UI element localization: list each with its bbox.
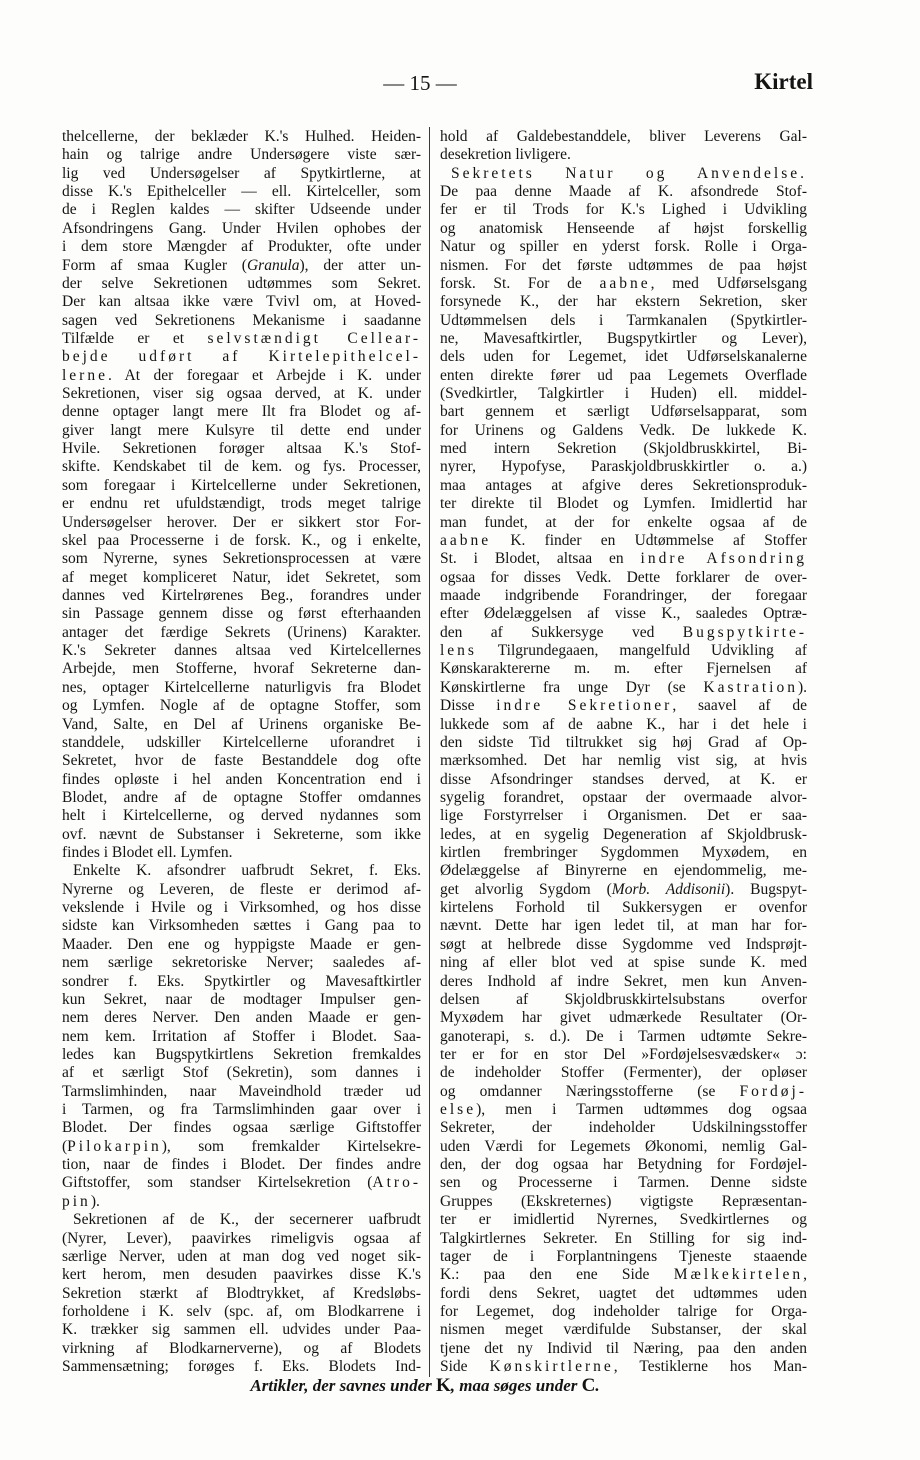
running-headword: Kirtel [754, 69, 813, 94]
text-line [62, 1138, 421, 1156]
text-run: forsk. St. For de [440, 274, 600, 292]
text-line: sen og Processerne i Tarmen. Denne sidste [440, 1174, 807, 1192]
text-line: man fundet, at der for enkelte ogsaa af de [440, 513, 807, 531]
text-line: skel paa Processerne i de forsk. K., og i enkelte, [62, 531, 421, 549]
text-line [440, 697, 807, 715]
text-run: , [803, 1266, 807, 1284]
text-line: sin Passage gennem disse og først efterhaanden [62, 605, 421, 623]
text-line [440, 624, 807, 642]
text-line: Sekreter, der indeholder Udskilningsstoffer [440, 1119, 807, 1137]
paragraph [440, 128, 807, 165]
text-line: Myxødem har givet udmærkede Resultater (Or- [440, 1009, 807, 1027]
text-line: thelcellerne, der beklæder K.'s Hulhed. Heiden- [62, 128, 421, 145]
text-line: de indeholder Stoffer (Fermenter), der opløser [440, 1064, 807, 1082]
text-line: giver langt mere Kulsyre til dette end under [62, 421, 421, 439]
text-run: Tilfælde er et [62, 329, 208, 347]
text-line: Hvile. Sekretionen forøger altsaa K.'s Stof- [62, 440, 421, 458]
text-line: for Urinens og Galdens Vedk. De lukkede K. [440, 421, 807, 439]
text-line: ning af eller blot ved at spise sunde K. med [440, 954, 807, 972]
spaced-emphasis-text: aabne [599, 274, 651, 292]
text-line: Sekretionen af de K., der secernerer uafbrudt [73, 1211, 421, 1229]
text-line: Der kan altsaa ikke være Tvivl om, at Hoved- [62, 293, 421, 311]
text-line: nem særlige sekretoriske Nerver; saaledes af- [62, 954, 421, 972]
text-line: Sammensætning; forøges f. Eks. Blodets Ind- [62, 1358, 421, 1376]
text-line: Kønskaraktererne m. m. efter Fjernelsen af [440, 660, 807, 678]
text-line: nævnt. Dette har igen ledet til, at man har for- [440, 917, 807, 935]
text-line: ne, Mavesaftkirtler, Bugspytkirtler og Lever), [440, 329, 807, 347]
text-line [440, 1266, 807, 1284]
text-line: af meget kompliceret Natur, idet Sekretet, som [62, 568, 421, 586]
text-run: Giftstoffer, som standser Kirtelsekretion ( [62, 1174, 373, 1192]
text-line: Nyrerne og Leveren, de fleste er derimod af- [62, 880, 421, 898]
text-line [62, 330, 421, 348]
text-line: Sekretion stærkt af Blodtrykket, af Kredsløbs- [62, 1284, 421, 1302]
text-run: ). Bugspyt- [725, 880, 807, 898]
text-line: ovf. nævnt de Substanser i Sekreterne, som ikke [62, 825, 421, 843]
text-line: deres Indhold af indre Sekret, men kun Anven- [440, 972, 807, 990]
text-line: den, der dog ogsaa har Betydning for Fordøjel- [440, 1156, 807, 1174]
text-line: og Lymfen. Nogle af de optagne Stoffer, som [62, 697, 421, 715]
text-run: ), som fremkalder Kirtelsekre- [161, 1137, 421, 1155]
italic-text: Granula [246, 256, 300, 274]
spaced-emphasis-text: aabne [440, 531, 492, 549]
text-line: Afsondringens Gang. Under Hvilen ophobes der [62, 219, 421, 237]
bold-letter: K [436, 1375, 451, 1396]
text-line: ledes kan Bugspytkirtlens Sekretion fremkaldes [62, 1045, 421, 1063]
spaced-emphasis-text: Atro- [372, 1174, 421, 1192]
text-line: tager de i Forplantningens Tjeneste staaende [440, 1247, 807, 1265]
text-run: , maa søges under [450, 1376, 582, 1395]
text-line: ter er imidlertid Nyrernes, Svedkirtlernes og [440, 1211, 807, 1229]
text-line: vekslende i Hvile og i Virksomhed, og hos disse [62, 899, 421, 917]
text-line: Enkelte K. afsondrer uafbrudt Sekret, f. Eks. [73, 862, 421, 880]
spaced-emphasis-text: indre Sekretioner [496, 697, 673, 715]
text-line: helt i Kirtelcellerne, og derved nydannes som [62, 807, 421, 825]
text-line [440, 165, 807, 183]
text-run: Tilgrundegaaen, mangelfuld Udvikling af [476, 642, 807, 660]
text-line: sygelig forandret, opstaar der overmaade alvor- [440, 788, 807, 806]
text-line [440, 1083, 807, 1101]
text-line: de i Reglen kaldes — skifter Udseende under [62, 201, 421, 219]
text-line: for Legemet, dog indeholder talrige for Orga- [440, 1303, 807, 1320]
text-line: er endnu ret ufuldstændigt, trods meget talrige [62, 495, 421, 513]
text-line: findes i Blodet ell. Lymfen. [62, 844, 233, 862]
italic-text: Morb. Addisonii [611, 880, 726, 898]
text-line: nismen. For det første udtømmes de paa højst [440, 256, 807, 274]
text-line: nismen meget værdifulde Substanser, der skal [440, 1321, 807, 1339]
text-line: uden Værdi for Legemets Økonomi, nemlig Gal- [440, 1137, 807, 1155]
paragraph [62, 128, 421, 862]
text-run: , Testiklerne hos Man- [613, 1358, 807, 1376]
column-divider [429, 127, 430, 1377]
spaced-emphasis-text: lerne [62, 366, 108, 384]
page-number: — 15 — [383, 71, 457, 95]
text-line: lukkede som af de aabne K., har i det hele i [440, 715, 807, 733]
text-line: maade indgribende Forandringer, der foregaar [440, 586, 807, 604]
text-run: og omdanner Næringsstofferne (se [440, 1082, 740, 1100]
text-run: ), men i Tarmen udtømmes dog ogsaa [476, 1101, 807, 1119]
text-line: virkning af Blodkarnerverne), og af Blodets [62, 1339, 421, 1357]
text-run: Form af smaa Kugler ( [62, 256, 247, 274]
footer-note [120, 1374, 730, 1398]
text-line: sagen ved Sekretionens Mekanisme i saadanne [62, 311, 421, 329]
text-line: af et særligt Stof (Sekretin), som dannes i [62, 1064, 421, 1082]
text-line: disse Afsondringer standses derved, at K. er [440, 770, 807, 788]
text-line: søgt at helbrede disse Sygdomme ved Indsprøjt- [440, 935, 807, 953]
text-line: Gruppes (Ekskreternes) vigtigste Repræsentan- [440, 1192, 807, 1210]
text-line: nem kem. Irritation af Stoffer i Blodet. Saa- [62, 1027, 421, 1045]
text-line: og anatomisk Henseende af højst forskellig [440, 219, 807, 237]
text-line: nes, optager Kirtelcellerne naturligvis fra Blodet [62, 678, 421, 696]
text-line: findes opløste i hel anden Koncentration end i [62, 770, 421, 788]
text-line: antager det færdige Sekrets (Urinens) Karakter. [62, 623, 421, 641]
text-line [440, 532, 807, 550]
text-line: i dem store Mængder af Produkter, ofte under [62, 238, 421, 256]
text-line: ter er for en stor Del »Fordøjelsesvædsker« ɔ: [440, 1045, 807, 1063]
text-line: Maader. Den ene og hyppigste Maade er gen- [62, 935, 421, 953]
spaced-emphasis-text: Mælkekirtelen [673, 1266, 804, 1284]
paragraph [440, 165, 807, 1377]
spaced-emphasis-text: lens [440, 642, 477, 660]
text-run: , med Udførselsgang [650, 274, 807, 292]
text-line: skifte. Kendskabet til de kem. og fys. Processer, [62, 458, 421, 476]
text-run: Side [440, 1358, 490, 1376]
text-line [440, 642, 807, 660]
text-line: nyrer, Hypofyse, Paraskjoldbruskkirtler o. a.) [440, 458, 807, 476]
spaced-emphasis-text: Sekretets Natur og Anvendelse. [451, 164, 807, 182]
text-run: Disse [440, 697, 497, 715]
spaced-emphasis-text: pin [62, 1192, 91, 1210]
text-line [440, 881, 807, 899]
text-line: fordi dens Sekret, uagtet det udtømmes uden [440, 1284, 807, 1302]
paragraph [62, 862, 421, 1211]
text-line: De paa denne Maade af K. afsondrede Stof- [440, 183, 807, 201]
spaced-emphasis-text: bejde udført af Kirtelepithelcel- [62, 348, 421, 366]
text-line: Blodet, andre af de optagne Stoffer omdannes [62, 788, 421, 806]
left-column [62, 128, 421, 1376]
text-line: efter Ødelæggelsen af visse K., saaledes Optræ- [440, 605, 807, 623]
text-run: . [595, 1376, 600, 1395]
text-line: kirtlen frembringer Sygdommen Myxødem, en [440, 844, 807, 862]
text-line: K. trækker sig sammen ell. udvides under Paa- [62, 1321, 421, 1339]
text-run: St. i Blodet, altsaa en [440, 550, 641, 568]
text-line: dels uden for Legemet, idet Udførselskanalerne [440, 348, 807, 366]
text-line: K.'s Sekreter dannes altsaa ved Kirtelcellernes [62, 642, 421, 660]
text-line: særlige Nerver, uden at man dog ved noget sik- [62, 1247, 421, 1265]
text-line [62, 257, 421, 275]
text-line: i Tarmen, og fra Tarmslimhinden gaar over i [62, 1101, 421, 1119]
text-line [440, 679, 807, 697]
text-line: Sekretet, hvor de faste Bestanddele dog ofte [62, 752, 421, 770]
text-line: som foregaar i Kirtelcellerne under Sekretionen, [62, 476, 421, 494]
text-run: K.: paa den ene Side [440, 1266, 674, 1284]
text-line: standdele, udskiller Kirtelcellerne uforandret i [62, 733, 421, 751]
text-line: nem deres Nerver. Den anden Maade er gen- [62, 1009, 421, 1027]
text-line: Talgkirtlernes Sekreter. En Stilling for sig ind- [440, 1229, 807, 1247]
text-line: Sekretionen, viser sig ogsaa derved, at K. under [62, 385, 421, 403]
text-line: forholdene i K. selv (spc. af, om Blodkarrene i [62, 1303, 421, 1320]
text-line: Udtømmelsen dels i Tarmkanalen (Spytkirtler- [440, 311, 807, 329]
bold-letter: C [581, 1375, 596, 1396]
text-line: hain og talrige andre Undersøgere viste sær- [62, 146, 421, 164]
spaced-emphasis-text: Kønskirtlerne [489, 1358, 614, 1376]
text-line: Arbejde, men Stofferne, hvoraf Sekreterne dan- [62, 660, 421, 678]
text-line: kun Sekret, naar de modtager Impulser gen- [62, 990, 421, 1008]
text-line: kirtelens Forhold til Sukkersygen er ovenfor [440, 899, 807, 917]
text-line [440, 275, 807, 293]
spaced-emphasis-text: indre Afsondring [640, 550, 807, 568]
text-line: Vand, Salte, en Del af Urinens organiske Be- [62, 715, 421, 733]
text-line [440, 1101, 807, 1119]
text-line: (Nyrer, Lever), paavirkes rimeligvis ogsaa af [62, 1229, 421, 1247]
text-run: ), der atter un- [299, 256, 421, 274]
right-column [440, 128, 807, 1376]
text-run: . At der foregaar et Arbejde i K. under [107, 366, 421, 384]
text-run: Artikler, der savnes under [250, 1376, 436, 1395]
spaced-emphasis-text: Kastration [703, 678, 798, 696]
spaced-emphasis-text: else [440, 1101, 477, 1119]
text-line: bart gennem et særligt Udførselsapparat, som [440, 403, 807, 421]
text-line: forsynede K., der har ekstern Sekretion, sker [440, 293, 807, 311]
text-line: ter direkte til Blodet og Lymfen. Imidlertid har [440, 495, 807, 513]
text-line: hold af Galdebestanddele, bliver Leverens Gal- [440, 128, 807, 145]
text-line: maa antages at afgive deres Sekretionsproduk- [440, 476, 807, 494]
text-line: sondrer f. Eks. Spytkirtler og Mavesaftkirtler [62, 972, 421, 990]
spaced-emphasis-text: Fordøj- [739, 1082, 807, 1100]
text-line: mærksomhed. Det har nemlig vist sig, at hvis [440, 752, 807, 770]
text-line: ogsaa for disses Vedk. Dette forklarer de over- [440, 568, 807, 586]
text-line: delsen af Skjoldbruskkirtelsubstans overfor [440, 990, 807, 1008]
text-line: den sidste Tid tiltrukket sig høj Grad af Op- [440, 733, 807, 751]
spaced-emphasis-text: selvstændigt Cellear- [207, 329, 421, 347]
text-line: (Svedkirtler, Talgkirtler i Huden) ell. middel- [440, 385, 807, 403]
text-line: Tarmslimhinden, naar Maveindhold træder ud [62, 1082, 421, 1100]
text-line: lig ved Undersøgelser af Spytkirtlerne, at [62, 164, 421, 182]
text-line: lige Forstyrrelser i Organismen. Det er saa- [440, 807, 807, 825]
text-run: , saavel af de [672, 697, 807, 715]
text-run: K. finder en Udtømmelse af Stoffer [491, 531, 807, 549]
text-run: ( [62, 1137, 68, 1155]
text-line: tjene det ny Individ til Næring, paa den anden [440, 1339, 807, 1357]
text-run: Kønskirtlerne fra unge Dyr (se [440, 678, 704, 696]
text-line: Undersøgelser herover. Der er sikkert stor For- [62, 513, 421, 531]
text-line: Blodet. Der findes ogsaa særlige Giftstoffer [62, 1119, 421, 1137]
text-line: denne optager langt mere Ilt fra Blodet og af- [62, 403, 421, 421]
text-run: get alvorlig Sygdom ( [440, 880, 612, 898]
text-run: ). [90, 1192, 100, 1210]
text-line: der selve Sekretionen udtømmes som Sekret. [62, 274, 421, 292]
text-line: dannes ved Kirtelrørenes Beg., forandres under [62, 586, 421, 604]
text-line [62, 348, 421, 366]
text-line: ledes, at en sygelig Degeneration af Skjoldbrusk- [440, 825, 807, 843]
text-line [62, 1193, 421, 1211]
text-line [62, 367, 421, 385]
paragraph [62, 1211, 421, 1376]
text-line: Natur og spiller en yderst forsk. Rolle i Orga- [440, 238, 807, 256]
text-line: tion, naar de findes i Blodet. Der findes andre [62, 1156, 421, 1174]
text-line: enten direkte fører ud paa Legemets Overflade [440, 366, 807, 384]
text-line: kert herom, men desuden paavirkes disse K.'s [62, 1266, 421, 1284]
text-line: disse K.'s Epithelceller — ell. Kirtelceller, som [62, 183, 421, 201]
text-line: Ødelæggelse af Binyrerne en ejendommelig, me- [440, 862, 807, 880]
text-line: fer er til Trods for K.'s Lighed i Udvikling [440, 201, 807, 219]
text-line: som Nyrerne, synes Sekretionsprocessen at være [62, 550, 421, 568]
text-line: ganoterapi, s. d.). De i Tarmen udtømte Sekre- [440, 1027, 807, 1045]
text-line [62, 1174, 421, 1192]
text-line: desekretion livligere. [440, 146, 571, 164]
text-run: ). [797, 678, 807, 696]
text-run: den af Sukkersyge ved [440, 623, 683, 641]
text-line: sidste kan Virksomheden sættes i Gang paa to [62, 917, 421, 935]
text-line: med intern Sekretion (Skjoldbruskkirtel, Bi- [440, 440, 807, 458]
spaced-emphasis-text: Pilokarpin [67, 1137, 162, 1155]
spaced-emphasis-text: Bugspytkirte- [682, 623, 807, 641]
text-line [440, 550, 807, 568]
